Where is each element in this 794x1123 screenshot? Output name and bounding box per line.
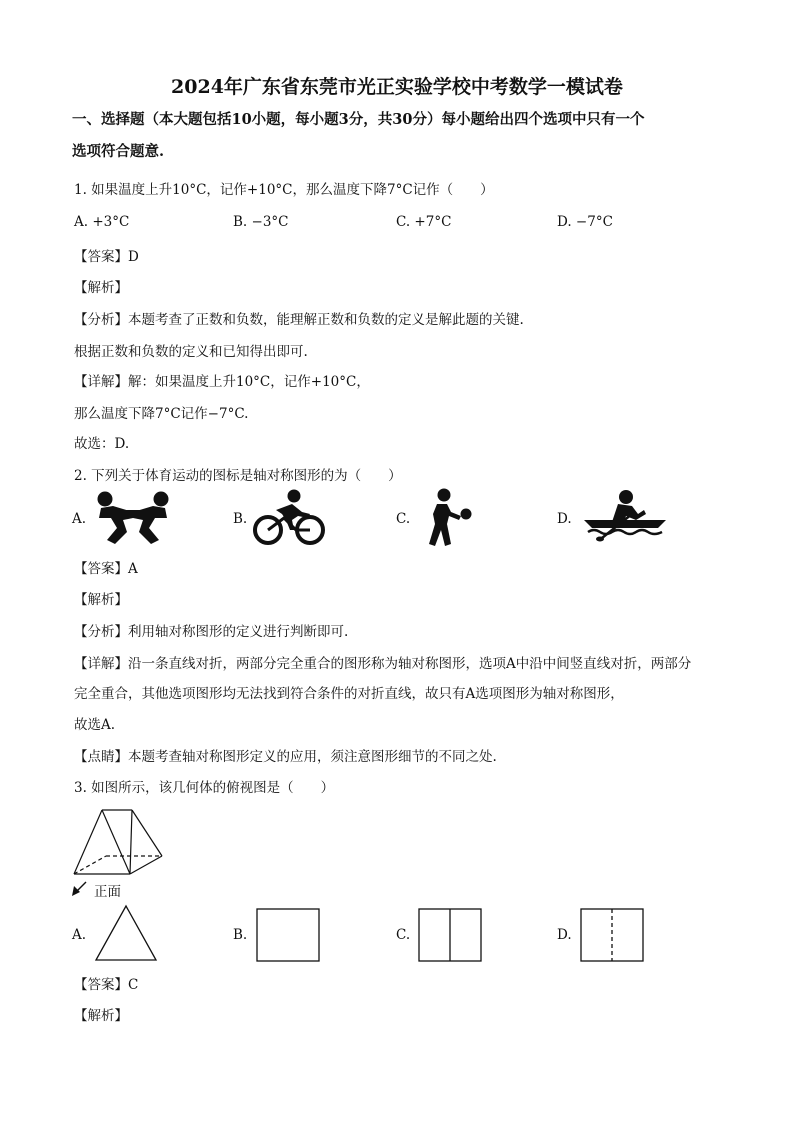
q3-option-a-label: A. xyxy=(72,927,87,943)
q1-answer: 【答案】D xyxy=(74,249,139,265)
q1-stem: 1. 如果温度上升10°C，记作+10°C，那么温度下降7°C记作（ ） xyxy=(74,182,494,198)
volleyball-player-icon xyxy=(417,486,473,548)
q2-detail-1: 【详解】沿一条直线对折，两部分完全重合的图形称为轴对称图形，选项A中沿中间竖直线对折，两部分 xyxy=(74,656,692,672)
page-title: 2024年广东省东莞市光正实验学校中考数学一模试卷 xyxy=(171,76,623,98)
q2-option-a-label: A. xyxy=(72,511,87,527)
q3-answer: 【答案】C xyxy=(74,977,139,993)
q1-analysis-2: 根据正数和负数的定义和已知得出即可. xyxy=(74,344,308,360)
q3-front-label: 正面 xyxy=(94,884,121,900)
section-heading-line1: 一、选择题（本大题包括10小题，每小题3分，共30分）每小题给出四个选项中只有一个 xyxy=(72,111,645,128)
q2-choose: 故选A. xyxy=(74,717,116,733)
q2-remark: 【点睛】本题考查轴对称图形定义的应用，须注意图形细节的不同之处. xyxy=(74,749,497,765)
cyclist-icon xyxy=(252,488,326,548)
q3-jiexi: 【解析】 xyxy=(74,1008,128,1024)
q1-option-c: C. +7°C xyxy=(396,214,452,230)
q1-detail-2: 那么温度下降7°C记作−7°C. xyxy=(74,406,249,422)
q1-option-d: D. −7°C xyxy=(557,214,613,230)
q3-option-c-rectangle-solid-line xyxy=(418,908,482,962)
q2-analysis: 【分析】利用轴对称图形的定义进行判断即可. xyxy=(74,624,349,640)
q3-stem: 3. 如图所示，该几何体的俯视图是（ ） xyxy=(74,780,335,796)
q2-answer: 【答案】A xyxy=(74,561,138,577)
rowing-icon xyxy=(582,488,668,544)
q1-detail-1: 【详解】解：如果温度上升10°C，记作+10°C， xyxy=(74,374,370,390)
q2-option-b-label: B. xyxy=(233,511,248,527)
q2-stem: 2. 下列关于体育运动的图标是轴对称图形的为（ ） xyxy=(74,468,402,484)
q1-option-a: A. +3°C xyxy=(74,214,130,230)
q2-detail-2: 完全重合，其他选项图形均无法找到符合条件的对折直线，故只有A选项图形为轴对称图形， xyxy=(74,686,624,702)
q2-option-d-label: D. xyxy=(557,511,572,527)
q1-choose: 故选：D. xyxy=(74,436,130,452)
q3-option-d-label: D. xyxy=(557,927,572,943)
q1-analysis: 【分析】本题考查了正数和负数，能理解正数和负数的定义是解此题的关键. xyxy=(74,312,524,328)
q3-option-b-label: B. xyxy=(233,927,248,943)
arrow-icon xyxy=(72,886,80,896)
q1-jiexi: 【解析】 xyxy=(74,280,128,296)
q3-option-d-rectangle-dashed-line xyxy=(580,908,644,962)
section-heading-line2: 选项符合题意. xyxy=(72,143,165,160)
q3-option-c-label: C. xyxy=(396,927,411,943)
q3-option-b-rectangle xyxy=(256,908,320,962)
q2-jiexi: 【解析】 xyxy=(74,592,128,608)
tug-of-war-icon xyxy=(93,488,173,548)
q1-option-b: B. −3°C xyxy=(233,214,289,230)
q2-option-c-label: C. xyxy=(396,511,411,527)
q3-option-a-triangle xyxy=(94,904,158,962)
